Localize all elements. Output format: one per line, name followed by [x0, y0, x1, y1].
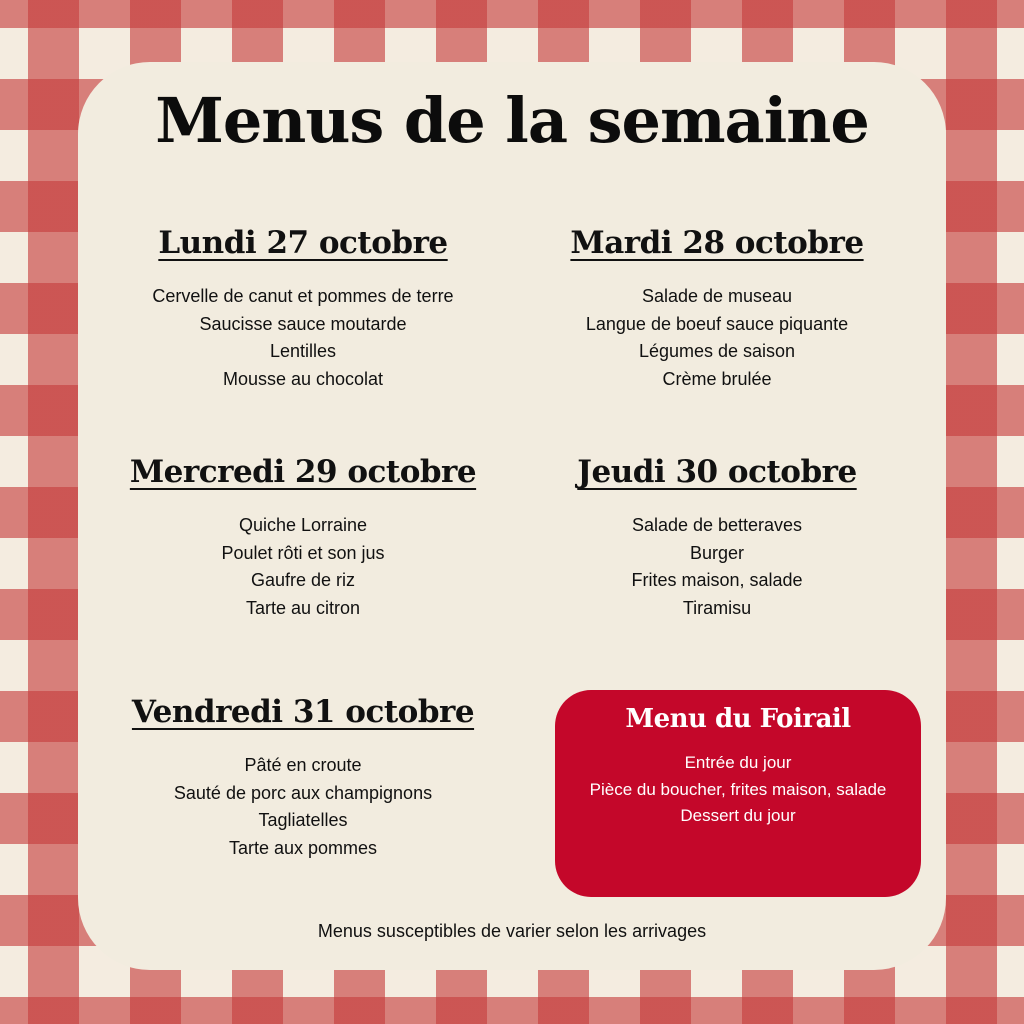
dish-item: Salade de museau — [641, 286, 793, 306]
dish-item: Burger — [689, 542, 745, 563]
day-thursday — [502, 454, 932, 622]
day-friday — [88, 694, 518, 862]
day-heading: Vendredi 31 octobre — [131, 694, 475, 730]
foirail-item: Pièce du boucher, frites maison, salade — [589, 779, 887, 799]
day-monday — [88, 225, 518, 393]
dish-item: Cervelle de canut et pommes de terre — [152, 286, 454, 306]
dish-item: Mousse au chocolat — [222, 368, 384, 389]
dish-item: Saucisse sauce moutarde — [199, 313, 407, 334]
dish-item: Lentilles — [269, 341, 337, 361]
day-wednesday — [88, 454, 518, 622]
dish-list — [88, 283, 518, 393]
foirail-menu-box — [555, 690, 921, 897]
foirail-heading: Menu du Foirail — [625, 704, 851, 734]
dish-item: Tarte aux pommes — [228, 837, 378, 858]
dish-item: Tiramisu — [682, 597, 752, 618]
day-heading: Mardi 28 octobre — [570, 225, 864, 261]
day-heading: Lundi 27 octobre — [158, 225, 448, 261]
footer-note: Menus susceptibles de varier selon les arrivages — [317, 921, 707, 941]
dish-item: Gaufre de riz — [250, 570, 356, 590]
dish-item: Pâté en croute — [244, 755, 362, 775]
dish-list — [88, 512, 518, 622]
day-heading: Mercredi 29 octobre — [129, 454, 477, 490]
dish-item: Salade de betteraves — [631, 515, 803, 535]
dish-list — [502, 283, 932, 393]
dish-item: Poulet rôti et son jus — [221, 542, 385, 563]
day-tuesday — [502, 225, 932, 393]
day-heading: Jeudi 30 octobre — [577, 454, 857, 490]
dish-item: Légumes de saison — [638, 341, 796, 361]
page-title: Menus de la semaine — [155, 84, 869, 157]
dish-item: Tarte au citron — [245, 597, 361, 618]
dish-item: Tagliatelles — [258, 810, 348, 830]
dish-item: Crème brulée — [662, 368, 772, 389]
foirail-item: Dessert du jour — [680, 806, 796, 825]
dish-item: Sauté de porc aux champignons — [173, 782, 433, 803]
dish-item: Frites maison, salade — [631, 570, 803, 590]
dish-item: Quiche Lorraine — [238, 515, 368, 535]
foirail-item: Entrée du jour — [684, 753, 792, 772]
dish-list — [502, 512, 932, 622]
dish-item: Langue de boeuf sauce piquante — [585, 313, 849, 334]
foirail-list — [555, 750, 921, 830]
dish-list — [88, 752, 518, 862]
